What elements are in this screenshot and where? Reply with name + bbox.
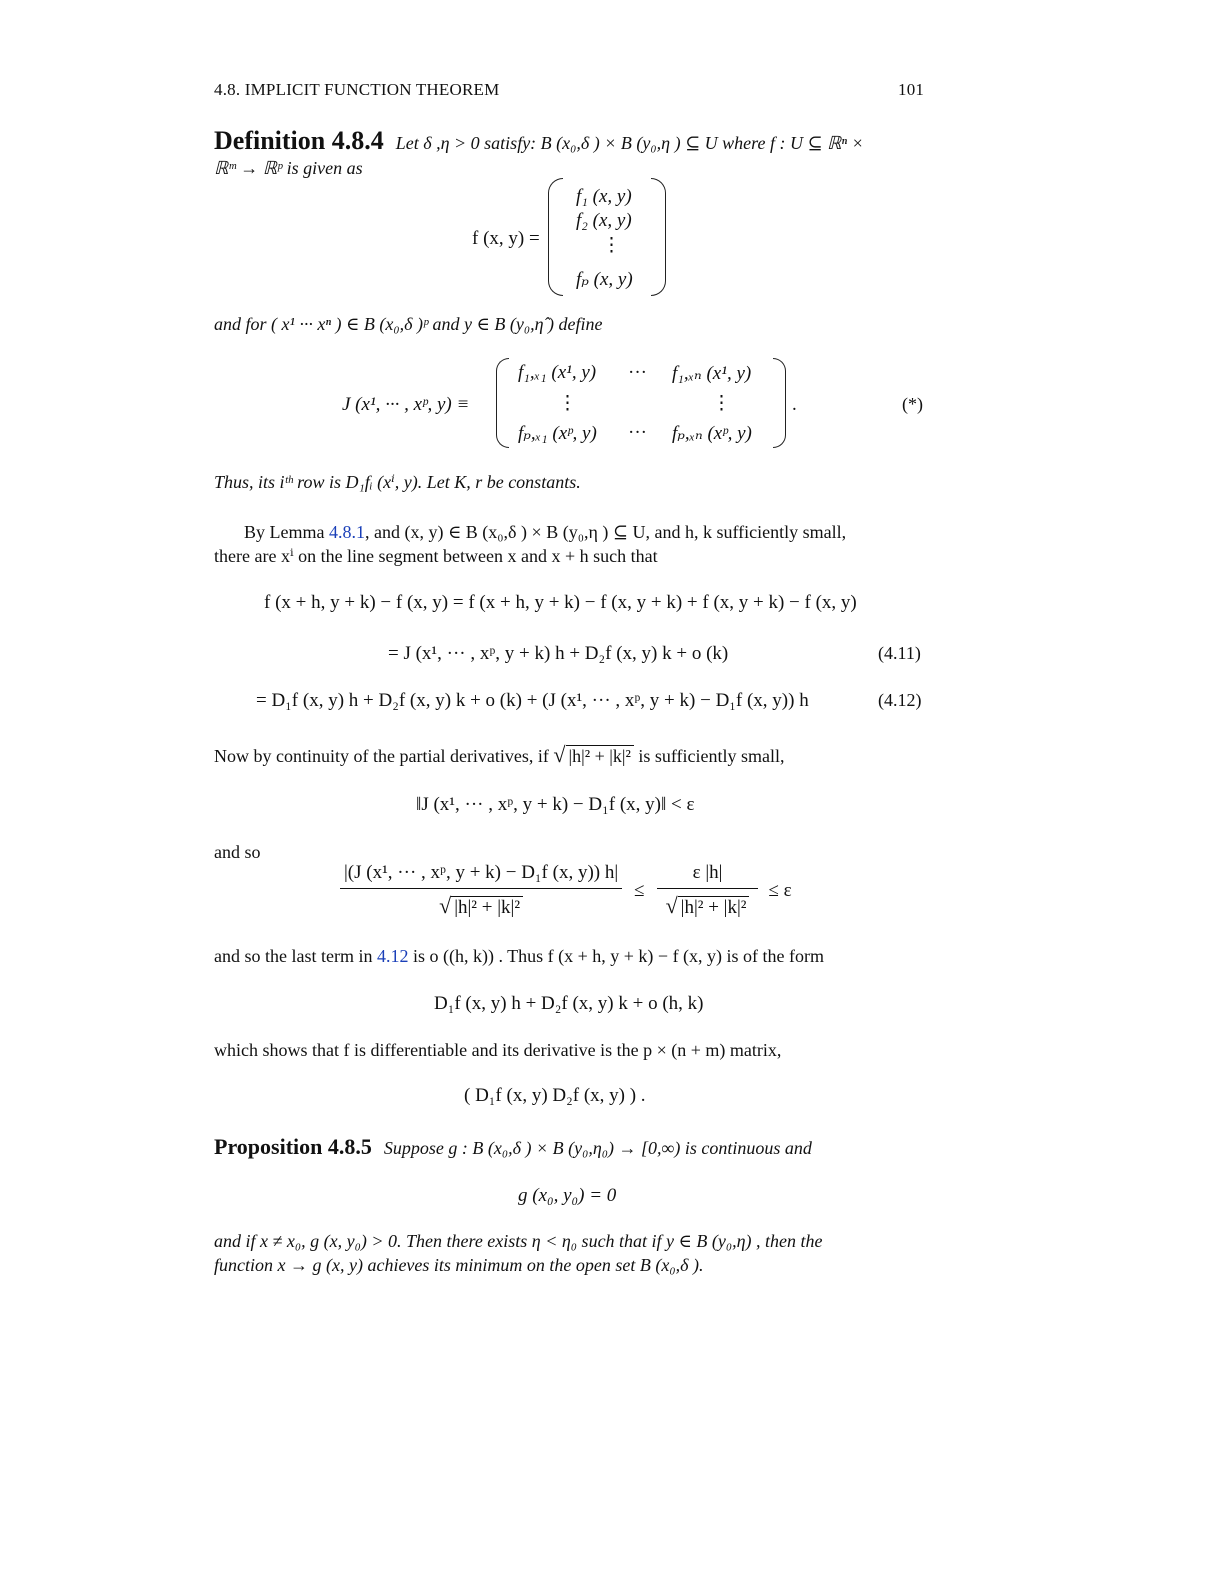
g-equation: g (x₀, y₀) = 0 bbox=[518, 1185, 617, 1206]
norm-inequality: ‖J (x¹, ··· , xᵖ, y + k) − D₁f (x, y)‖ < ε bbox=[416, 794, 695, 815]
form-equation: D₁f (x, y) h + D₂f (x, y) k + o (h, k) bbox=[434, 993, 704, 1014]
f-row-1: f₁ (x, y) bbox=[576, 186, 632, 207]
continuity-post: is sufficiently small, bbox=[633, 746, 785, 766]
fraction-1-numerator: |(J (x¹, ··· , xᵖ, y + k) − D₁f (x, y)) h| bbox=[340, 862, 622, 889]
fraction-2-numerator: ε |h| bbox=[657, 862, 759, 889]
fraction-2-denominator: |h|² + |k|² bbox=[678, 896, 750, 918]
sqrt-content: |h|² + |k|² bbox=[566, 745, 634, 766]
and-for-line: and for ( x¹ ··· xⁿ ) ∈ B (x₀,δ )ᵖ and y ∈ B (y₀,η̂ ) define bbox=[214, 314, 603, 334]
paragraph-1-line-1 bbox=[244, 522, 846, 543]
continuity-pre: Now by continuity of the partial derivatives, if bbox=[214, 746, 554, 766]
last-post: is o ((h, k)) . Thus f (x + h, y + k) − f (x, y) is of the form bbox=[408, 946, 825, 966]
lemma-link[interactable]: 4.8.1 bbox=[328, 522, 365, 542]
jacobian-cell-3-2: ··· bbox=[628, 422, 647, 443]
proposition-title: Proposition 4.8.5 bbox=[214, 1134, 372, 1159]
fraction-2 bbox=[657, 862, 759, 919]
continuity-line bbox=[214, 742, 785, 768]
definition-line1: Let δ ,η > 0 satisfy: B (x₀,δ ) × B (y₀,η ) ⊆ U where f : U ⊆ ℝⁿ × bbox=[395, 133, 864, 153]
equation-tag-4-11: (4.11) bbox=[878, 643, 921, 663]
f-row-4: fₚ (x, y) bbox=[576, 269, 633, 290]
jacobian-right-paren bbox=[773, 358, 786, 448]
left-paren bbox=[548, 178, 563, 296]
f-row-2: f₂ (x, y) bbox=[576, 210, 632, 231]
jacobian-cell-1-2: ··· bbox=[628, 362, 647, 383]
definition-line2: ℝᵐ → ℝᵖ is given as bbox=[214, 158, 363, 178]
definition-title: Definition 4.8.4 bbox=[214, 126, 384, 155]
equation-line-1: f (x + h, y + k) − f (x, y) = f (x + h, y + k) − f (x, y + k) + f (x, y + k) − f (x, y) bbox=[264, 592, 857, 613]
equation-tag-star: (*) bbox=[902, 394, 923, 414]
proposition-line3: function x → g (x, y) achieves its minimum on the open set B (x₀,δ ). bbox=[214, 1255, 704, 1275]
jacobian-matrix bbox=[496, 358, 786, 448]
running-header: 4.8. IMPLICIT FUNCTION THEOREM bbox=[214, 80, 500, 99]
equation-line-3: = D₁f (x, y) h + D₂f (x, y) k + o (k) + (J (x¹, ··· , xᵖ, y + k) − D₁f (x, y)) h bbox=[256, 690, 809, 711]
proposition-block bbox=[214, 1134, 812, 1160]
f-vector bbox=[548, 178, 666, 296]
jacobian-cell-3-3: fₚ,ₓₙ (xᵖ, y) bbox=[672, 423, 752, 444]
f-row-3: ⋮ bbox=[602, 235, 621, 256]
right-paren bbox=[651, 178, 666, 296]
proposition-line1: Suppose g : B (x₀,δ ) × B (y₀,η₀) → [0,∞) is continuous and bbox=[383, 1138, 812, 1158]
jacobian-cell-2-1: ⋮ bbox=[558, 393, 577, 414]
f-vector-lhs: f (x, y) = bbox=[472, 228, 540, 249]
proposition-line2: and if x ≠ x₀, g (x, y₀) > 0. Then there exists η < η₀ such that if y ∈ B (y₀,η) , then the bbox=[214, 1231, 823, 1251]
and-so-label: and so bbox=[214, 842, 261, 862]
equation-line-2: = J (x¹, ··· , xᵖ, y + k) h + D₂f (x, y) k + o (k) bbox=[388, 643, 729, 664]
equation-tag-4-12: (4.12) bbox=[878, 690, 922, 710]
page-number: 101 bbox=[898, 80, 925, 99]
jacobian-cell-1-1: f₁,ₓ₁ (x¹, y) bbox=[518, 362, 597, 383]
sqrt-sign-2: √ bbox=[665, 893, 678, 918]
jacobian-period: . bbox=[792, 394, 797, 415]
last-term-line bbox=[214, 946, 824, 967]
jacobian-cell-1-3: f₁,ₓₙ (x¹, y) bbox=[672, 363, 752, 384]
thus-line: Thus, its iᵗʰ row is D₁fᵢ (xⁱ, y). Let K, r be constants. bbox=[214, 472, 581, 492]
para1-post: , and (x, y) ∈ B (x₀,δ ) × B (y₀,η ) ⊆ U, and h, k sufficiently small, bbox=[364, 522, 847, 542]
derivative-matrix: ( D₁f (x, y) D₂f (x, y) ) . bbox=[464, 1085, 646, 1106]
jacobian-left-paren bbox=[496, 358, 509, 448]
less-equal-epsilon: ≤ ε bbox=[768, 879, 792, 901]
jacobian-cell-2-3: ⋮ bbox=[712, 393, 731, 414]
jacobian-lhs: J (x¹, ··· , xᵖ, y) ≡ bbox=[342, 394, 470, 415]
fraction-inequality bbox=[340, 862, 792, 919]
jacobian-cell-3-1: fₚ,ₓ₁ (xᵖ, y) bbox=[518, 423, 597, 444]
sqrt-sign-1: √ bbox=[439, 893, 452, 918]
equation-link-4-12[interactable]: 4.12 bbox=[376, 946, 409, 966]
fraction-1 bbox=[340, 862, 622, 919]
sqrt-sign: √ bbox=[553, 742, 566, 767]
less-equal-1: ≤ bbox=[634, 879, 645, 901]
last-pre: and so the last term in bbox=[214, 946, 377, 966]
differentiable-line: which shows that f is differentiable and its derivative is the p × (n + m) matrix, bbox=[214, 1040, 782, 1060]
definition-block bbox=[214, 126, 864, 156]
fraction-1-denominator: |h|² + |k|² bbox=[451, 896, 523, 918]
paragraph-1-line-2: there are xⁱ on the line segment between x and x + h such that bbox=[214, 546, 658, 566]
para1-pre: By Lemma bbox=[244, 522, 329, 542]
